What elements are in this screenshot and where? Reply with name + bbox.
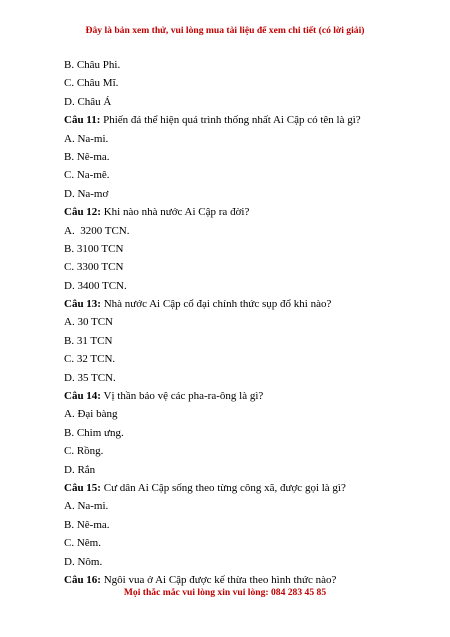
answer-option: [64, 534, 394, 552]
answer-option: [64, 258, 394, 276]
answer-option: [64, 74, 394, 92]
option-text: C. 32 TCN.: [64, 353, 116, 366]
answer-option: [64, 516, 394, 534]
option-text: A. 30 TCN: [64, 316, 113, 329]
option-text: D. Châu Á: [64, 95, 112, 108]
option-text: A. 3200 TCN.: [64, 224, 130, 237]
answer-option: [64, 240, 394, 258]
option-text: B. 31 TCN: [64, 334, 113, 347]
option-text: C. Na-mê.: [64, 169, 110, 182]
question-list: [64, 56, 394, 589]
option-text: B. Nê-ma.: [64, 150, 110, 163]
option-text: B. 3100 TCN: [64, 242, 124, 255]
question-line: [64, 387, 394, 405]
question-text: Phiến đá thể hiện quá trình thống nhất Ai Cập có tên là gì?: [100, 114, 361, 127]
option-text: C. 3300 TCN: [64, 261, 124, 274]
option-text: D. 35 TCN.: [64, 371, 116, 384]
answer-option: [64, 424, 394, 442]
answer-option: [64, 313, 394, 331]
question-text: Nhà nước Ai Cập cổ đại chính thức sụp đổ khi nào?: [100, 298, 332, 311]
question-number: Câu 15:: [64, 481, 101, 494]
option-text: A. Na-mi.: [64, 500, 109, 513]
answer-option: [64, 405, 394, 423]
question-text: Ngôi vua ở Ai Cập được kế thừa theo hình thức nào?: [100, 573, 337, 586]
question-number: Câu 14:: [64, 390, 101, 403]
answer-option: [64, 332, 394, 350]
question-text: Khi nào nhà nước Ai Cập ra đời?: [100, 206, 250, 219]
question-number: Câu 11:: [64, 114, 101, 127]
answer-option: [64, 148, 394, 166]
question-number: Câu 16:: [64, 573, 101, 586]
answer-option: [64, 185, 394, 203]
answer-option: [64, 166, 394, 184]
answer-option: [64, 93, 394, 111]
question-line: [64, 111, 394, 129]
answer-option: [64, 369, 394, 387]
option-text: A. Na-mi.: [64, 132, 109, 145]
option-text: B. Châu Phi.: [64, 59, 121, 71]
option-text: D. Na-mơ: [64, 187, 109, 200]
preview-notice: Đây là bản xem thử, vui lòng mua tài liệu để xem chi tiết (có lời giải): [85, 25, 365, 36]
question-text: Cư dân Ai Cập sống theo từng công xã, được gọi là gì?: [100, 481, 346, 494]
answer-option: [64, 130, 394, 148]
question-number: Câu 13:: [64, 298, 101, 311]
question-line: [64, 295, 394, 313]
option-text: C. Rồng.: [64, 445, 104, 458]
question-number: Câu 12:: [64, 206, 101, 219]
answer-option: [64, 442, 394, 460]
answer-option: [64, 277, 394, 295]
option-text: D. 3400 TCN.: [64, 279, 127, 292]
contact-notice: Mọi thắc mắc vui lòng xin vui lòng: 084 283 45 85: [123, 587, 327, 598]
option-text: C. Nêm.: [64, 537, 101, 550]
option-text: B. Nê-ma.: [64, 518, 110, 531]
answer-option: [64, 461, 394, 479]
question-text: Vị thần bảo vệ các pha-ra-ông là gì?: [100, 390, 264, 403]
answer-option: [64, 350, 394, 368]
answer-option: [64, 56, 394, 74]
answer-option: [64, 553, 394, 571]
option-text: D. Rắn: [64, 463, 96, 476]
option-text: A. Đại bàng: [64, 408, 118, 421]
question-line: [64, 203, 394, 221]
option-text: B. Chim ưng.: [64, 426, 124, 439]
answer-option: [64, 222, 394, 240]
answer-option: [64, 497, 394, 515]
question-line: [64, 479, 394, 497]
option-text: C. Châu Mĩ.: [64, 77, 119, 90]
option-text: D. Nôm.: [64, 555, 103, 568]
